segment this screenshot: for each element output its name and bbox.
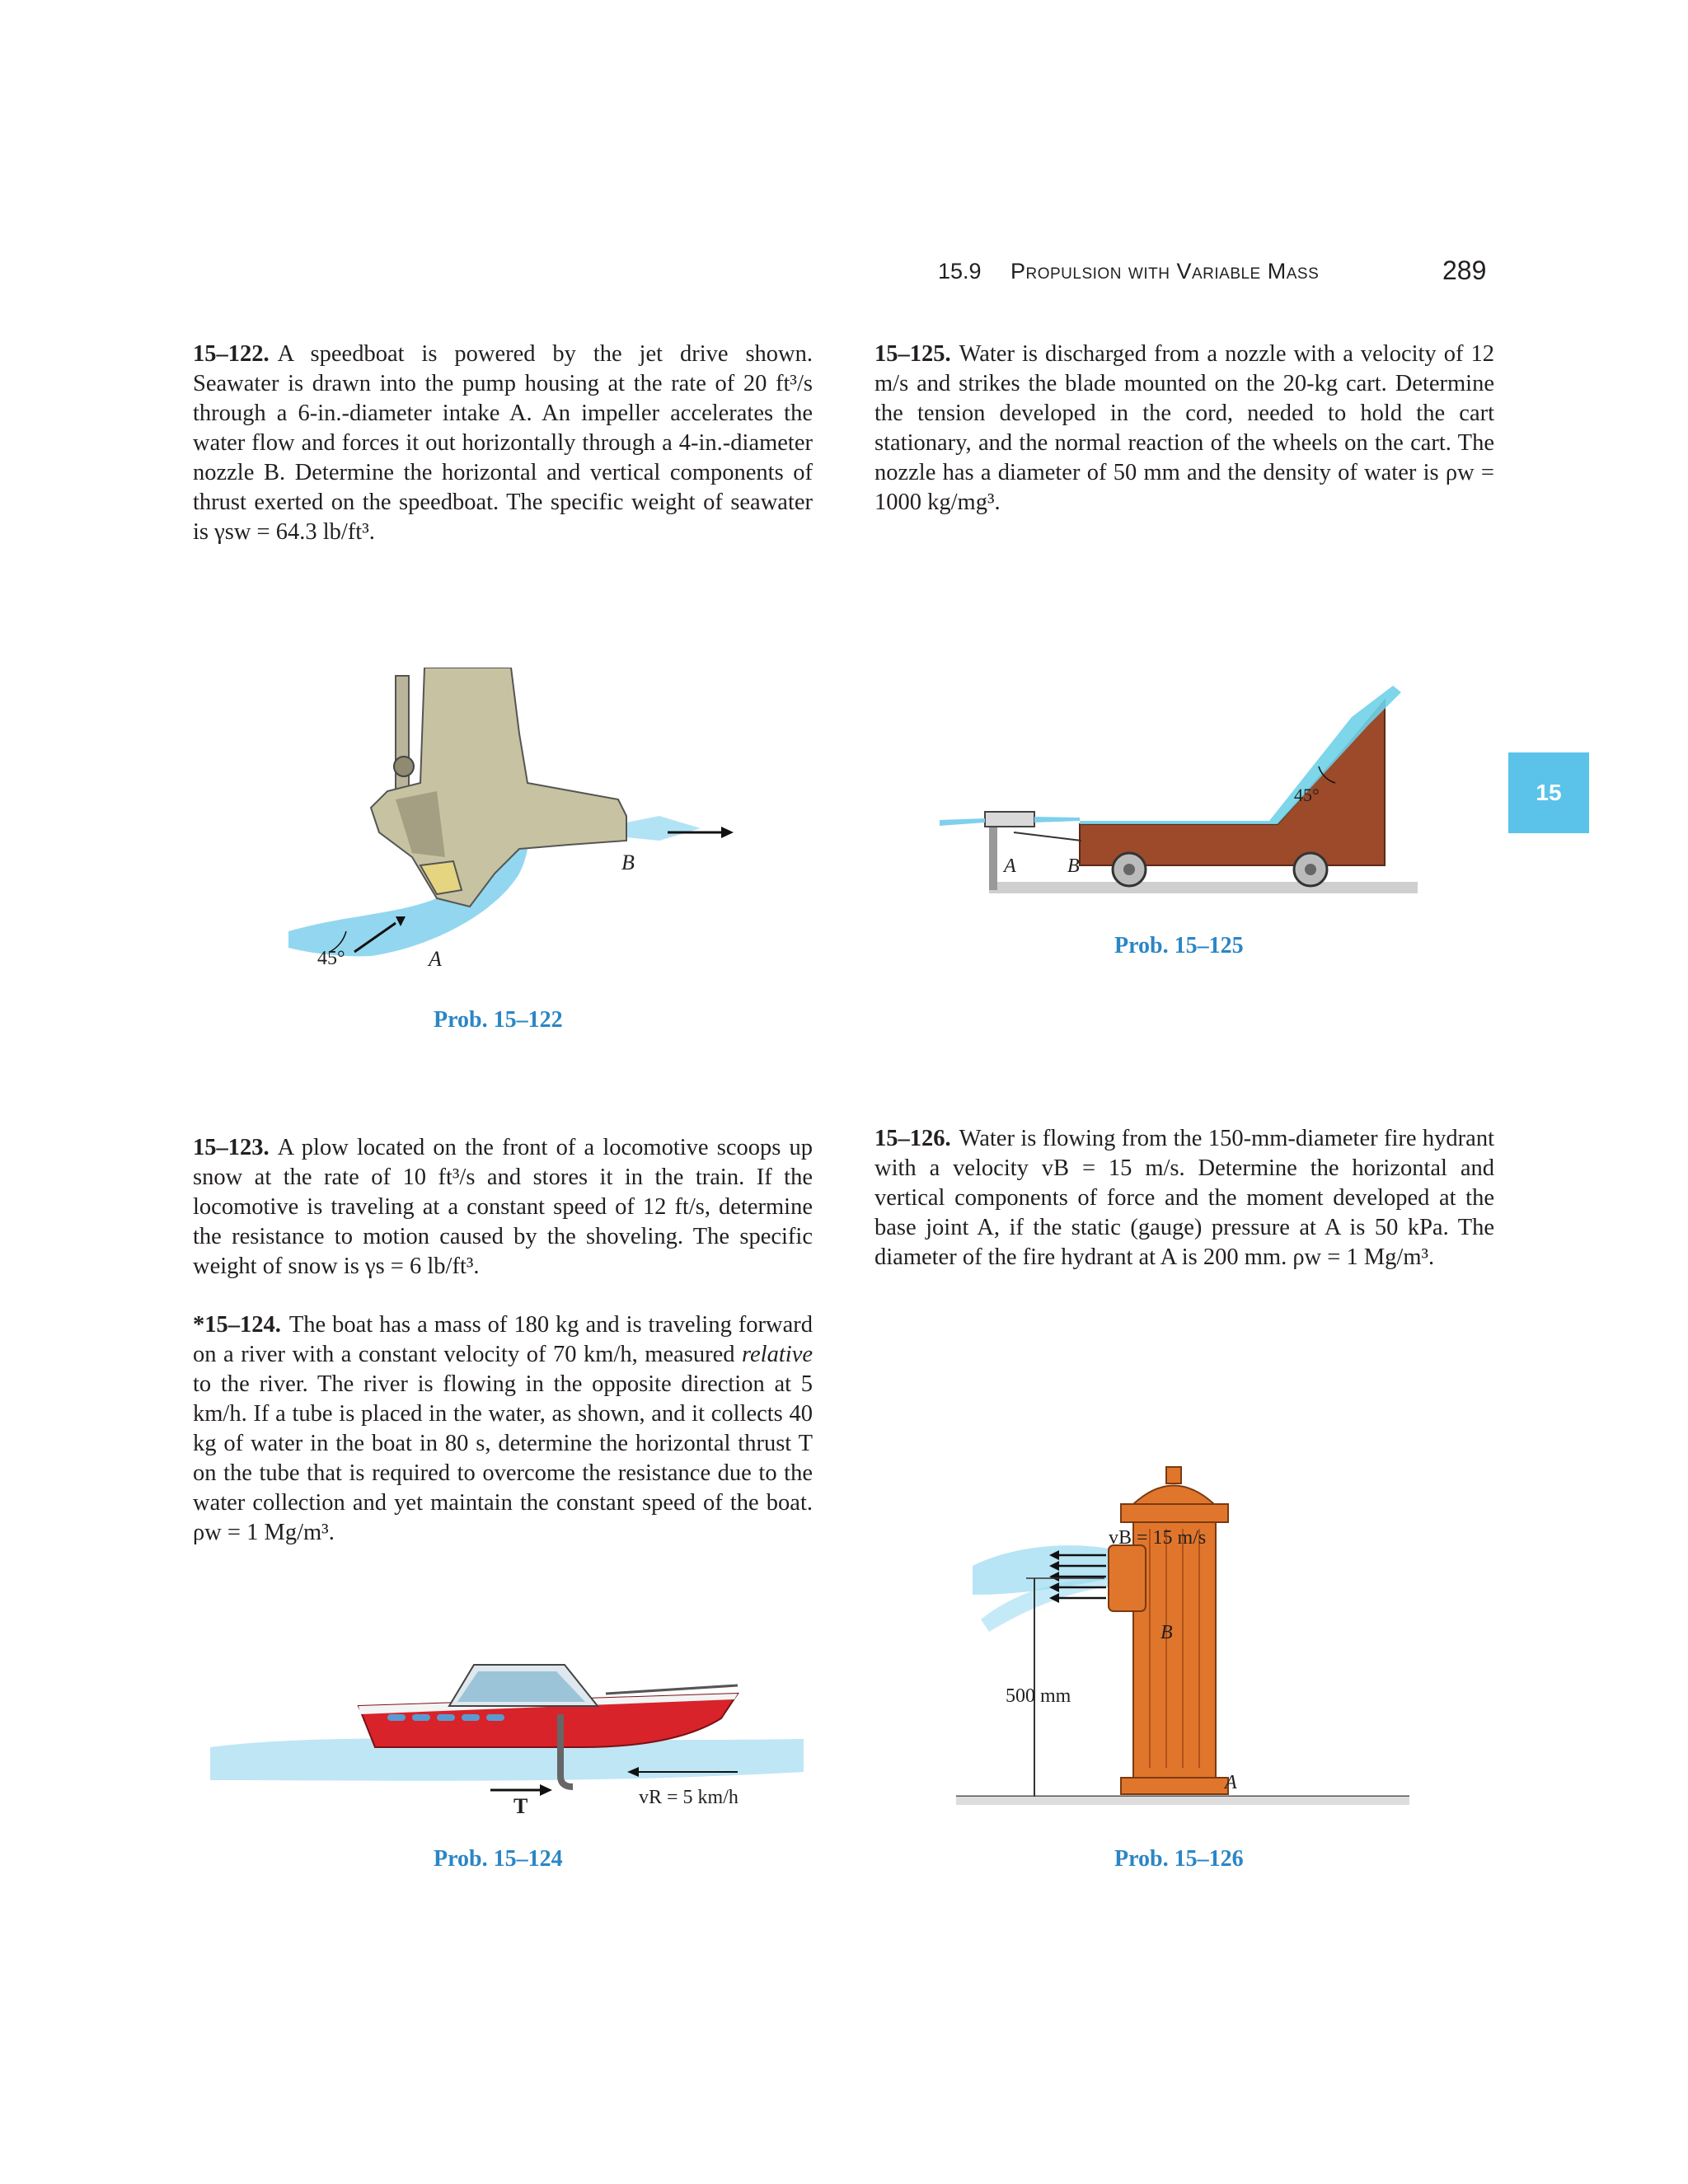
problem-number: 15–126.	[874, 1126, 951, 1151]
problem-15-125	[874, 340, 1494, 518]
problem-text-italic: relative	[742, 1342, 813, 1367]
section-title: Propulsion with Variable Mass	[1010, 259, 1320, 284]
problem-number: 15–125.	[874, 341, 951, 367]
thrust-label: T	[513, 1794, 528, 1813]
figure-caption-15-122: Prob. 15–122	[434, 1007, 563, 1033]
problem-text: A speedboat is powered by the jet drive shown. Seawater is drawn into the pump housing at the rate of 20 ft³/s through a 6-in.-diameter intake A. An impeller accelerates the water flow and forces it out horizontally through a 4-in.-diameter nozzle B. Determine the horizontal and vertical components of thrust exerted on the speedboat. The specific weight of seawater is γsw = 64.3 lb/ft³.	[193, 341, 813, 545]
problem-text-part-2: to the river. The river is flowing in the opposite direction at 5 km/h. If a tube is placed in the water, as shown, and it collects 40 kg of water in the boat in 80 s, determine the horizontal thrust T on the tube that is required to overcome the resistance due to the water collection and yet maintain the constant speed of the boat. ρw = 1 Mg/m³.	[193, 1371, 813, 1545]
figure-caption-15-125: Prob. 15–125	[1114, 933, 1244, 958]
problem-text: A plow located on the front of a locomotive scoops up snow at the rate of 10 ft³/s and stores it in the train. If the locomotive is traveling at a constant speed of 12 ft/s, determine the resistance to motion caused by the shoveling. The specific weight of snow is γs = 6 lb/ft³.	[193, 1135, 813, 1279]
label-b: B	[621, 851, 635, 874]
label-b: B	[1067, 855, 1080, 877]
label-a: A	[1004, 855, 1016, 877]
angle-label: 45°	[317, 948, 345, 969]
problem-text: Water is flowing from the 150-mm-diameter fire hydrant with a velocity vB = 15 m/s. Determine the horizontal and vertical components of force and the moment developed at the base joint A, if the static (gauge) pressure at A is 50 kPa. The diameter of the fire hydrant at A is 200 mm. ρw = 1 Mg/m³.	[874, 1126, 1494, 1270]
figure-fire-hydrant	[956, 1463, 1418, 1817]
figure-caption-15-124: Prob. 15–124	[434, 1846, 563, 1872]
problem-15-123	[193, 1133, 813, 1282]
chapter-tab[interactable]: 15	[1508, 752, 1589, 833]
figure-cart	[940, 668, 1434, 915]
problem-15-124	[193, 1310, 813, 1548]
angle-label: 45°	[1294, 785, 1320, 805]
problem-15-122	[193, 340, 813, 547]
problem-text: Water is discharged from a nozzle with a velocity of 12 m/s and strikes the blade mounted on the 20-kg cart. Determine the tension developed in the cord, needed to hold the cart stationary, and the normal reaction of the wheels on the cart. The nozzle has a diameter of 50 mm and the density of water is ρw = 1000 kg/mg³.	[874, 341, 1494, 515]
problem-number: 15–122.	[193, 341, 270, 367]
problem-number: *15–124.	[193, 1312, 281, 1338]
label-a: A	[429, 947, 442, 971]
problem-number: 15–123.	[193, 1135, 270, 1160]
label-b: B	[1160, 1622, 1173, 1643]
height-label: 500 mm	[1006, 1685, 1071, 1707]
section-number: 15.9	[938, 259, 982, 284]
figure-boat	[210, 1648, 804, 1813]
page-number: 289	[1442, 255, 1487, 285]
label-a: A	[1225, 1772, 1237, 1793]
problem-text-part-1: The boat has a mass of 180 kg and is traveling forward on a river with a constant velocity of 70 km/h, measured	[193, 1312, 813, 1367]
figure-jet-drive	[272, 668, 750, 981]
problem-15-126	[874, 1124, 1494, 1272]
velocity-label: vR = 5 km/h	[639, 1787, 738, 1808]
velocity-label: vB = 15 m/s	[1109, 1527, 1207, 1549]
figure-caption-15-126: Prob. 15–126	[1114, 1846, 1244, 1872]
